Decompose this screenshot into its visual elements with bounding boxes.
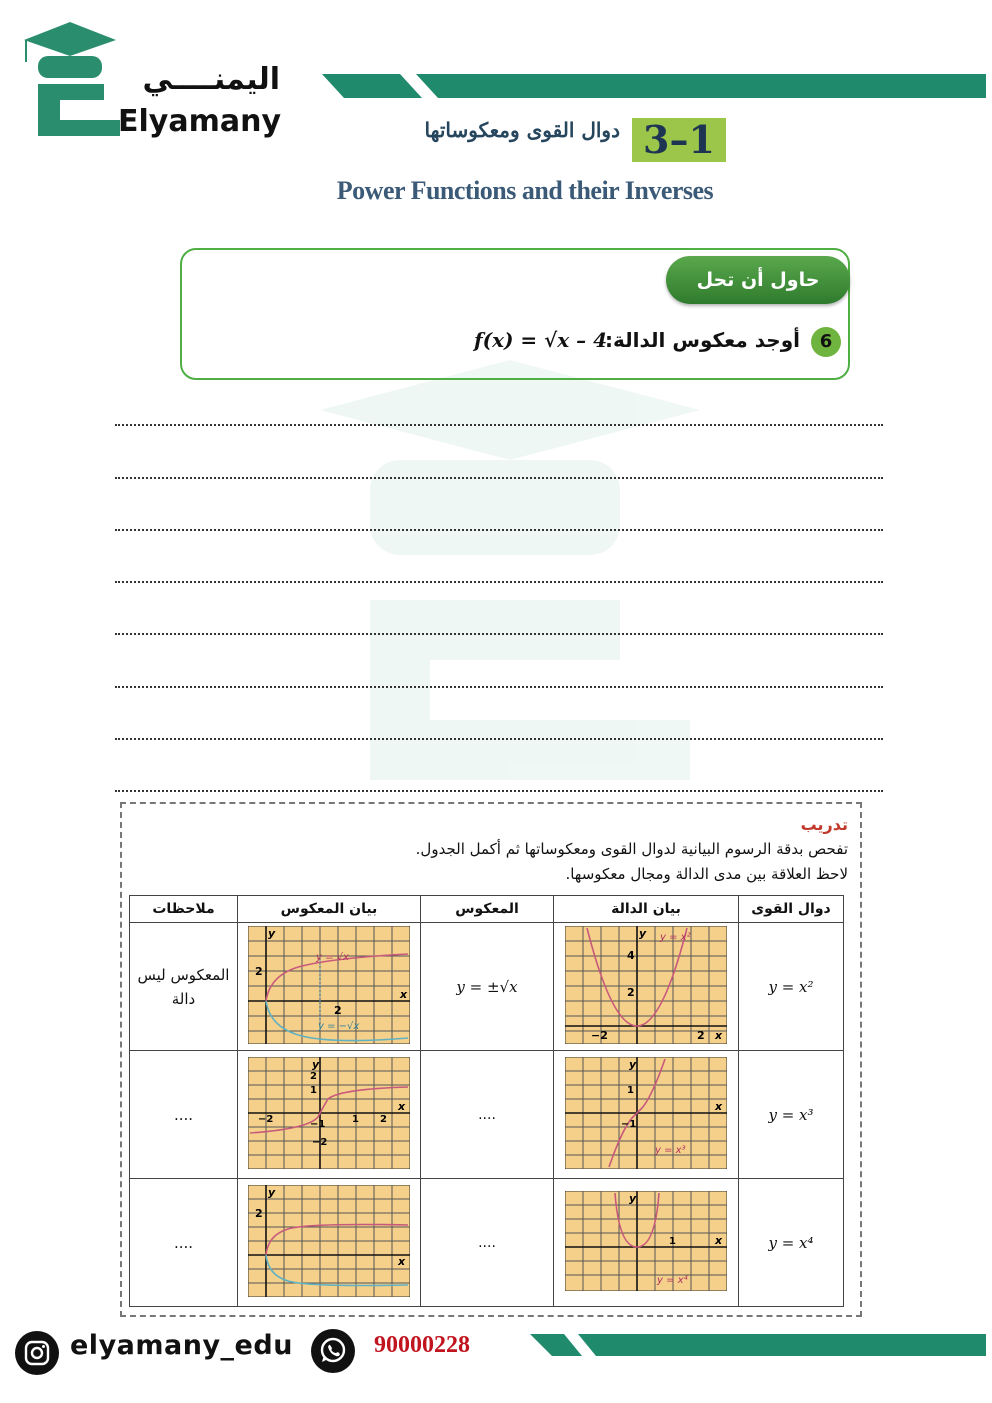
inverse-graph-fourthroot xyxy=(248,1185,410,1297)
svg-text:−1: −1 xyxy=(621,1118,637,1130)
answer-line[interactable] xyxy=(115,786,883,792)
row-notes[interactable]: .... xyxy=(130,1051,238,1179)
function-graph-cell xyxy=(554,1051,739,1179)
exercise-instruction: لاحظ العلاقة بين مدى الدالة ومجال معكوسها. xyxy=(565,865,848,883)
answer-line[interactable] xyxy=(115,525,883,531)
svg-text:2: 2 xyxy=(310,1070,317,1082)
svg-text:y: y xyxy=(268,926,276,940)
svg-text:y: y xyxy=(629,1191,637,1205)
inverse-graph-cuberoot xyxy=(248,1057,410,1169)
header-inverse-graph: بيان المعكوس xyxy=(238,896,421,923)
inverse-cell[interactable]: .... xyxy=(421,1179,554,1307)
exercise-title: تدريب xyxy=(800,815,848,834)
function-graph-fourth xyxy=(565,1191,727,1291)
svg-text:y: y xyxy=(629,1057,637,1071)
svg-text:x: x xyxy=(715,1099,723,1113)
svg-text:x: x xyxy=(398,1254,406,1268)
header-inverse: المعكوس xyxy=(421,896,554,923)
footer-banner-stripe xyxy=(530,1334,986,1358)
svg-text:−2: −2 xyxy=(258,1113,274,1125)
function-graph-square xyxy=(565,926,727,1044)
svg-text:y = √x: y = √x xyxy=(316,951,349,963)
brand-name-arabic: اليمنــــي xyxy=(142,62,280,97)
power-function-cell: y = x⁴ xyxy=(739,1179,844,1307)
svg-text:2: 2 xyxy=(334,1003,342,1017)
row-notes[interactable]: .... xyxy=(130,1179,238,1307)
svg-text:x: x xyxy=(400,987,408,1001)
inverse-cell[interactable]: y = ±√x xyxy=(421,923,554,1051)
svg-text:x: x xyxy=(715,1028,723,1042)
svg-text:−2: −2 xyxy=(591,1028,608,1042)
lesson-number-badge: 3–1 xyxy=(632,118,726,162)
inverse-graph-cell xyxy=(238,1179,421,1307)
svg-text:y: y xyxy=(312,1057,320,1071)
try-it-badge: حاول أن تحل xyxy=(666,256,850,304)
svg-text:y = x²: y = x² xyxy=(660,931,691,943)
svg-text:y: y xyxy=(268,1185,276,1199)
svg-text:2: 2 xyxy=(380,1113,387,1125)
svg-text:1: 1 xyxy=(352,1113,359,1125)
svg-text:1: 1 xyxy=(310,1084,317,1096)
lesson-title-arabic: دوال القوى ومعكوساتها xyxy=(424,118,620,142)
header-banner-stripe xyxy=(322,74,986,100)
table-row xyxy=(130,1051,844,1179)
answer-line[interactable] xyxy=(115,734,883,740)
svg-text:2: 2 xyxy=(697,1028,705,1042)
function-graph-cell xyxy=(554,1179,739,1307)
inverse-cell[interactable]: .... xyxy=(421,1051,554,1179)
phone-number[interactable]: 90000228 xyxy=(374,1332,470,1358)
svg-text:y: y xyxy=(639,926,647,940)
inverse-graph-cell xyxy=(238,1051,421,1179)
svg-text:−2: −2 xyxy=(312,1136,328,1148)
function-graph-cube xyxy=(565,1057,727,1169)
header-power-function: دوال القوى xyxy=(739,896,844,923)
question-text: أوجد معكوس الدالة: xyxy=(604,328,800,352)
table-row xyxy=(130,923,844,1051)
svg-text:y = x³: y = x³ xyxy=(655,1144,686,1156)
row-notes[interactable]: المعكوس ليس دالة xyxy=(130,923,238,1051)
question-number: 6 xyxy=(811,327,841,357)
lesson-title-english: Power Functions and their Inverses xyxy=(336,176,714,205)
whatsapp-icon[interactable] xyxy=(310,1328,356,1374)
header-notes: ملاحظات xyxy=(130,896,238,923)
inverse-graph-sqrt xyxy=(248,926,410,1044)
question-formula: f(x) = √x – 4 xyxy=(474,328,608,352)
table-header-row xyxy=(130,896,844,923)
exercise-instruction: تفحص بدقة الرسوم البيانية لدوال القوى ومعكوساتها ثم أكمل الجدول. xyxy=(415,840,848,858)
svg-text:x: x xyxy=(715,1233,723,1247)
svg-text:x: x xyxy=(398,1099,406,1113)
instagram-icon[interactable] xyxy=(14,1330,60,1376)
svg-text:2: 2 xyxy=(255,964,263,978)
instagram-handle[interactable]: elyamany_edu xyxy=(70,1330,293,1361)
svg-text:1: 1 xyxy=(669,1235,676,1247)
function-graph-cell xyxy=(554,923,739,1051)
answer-line[interactable] xyxy=(115,629,883,635)
power-function-cell: y = x³ xyxy=(739,1051,844,1179)
brand-name-english: Elyamany xyxy=(118,104,281,139)
svg-text:y = x⁴: y = x⁴ xyxy=(657,1274,688,1286)
power-function-cell: y = x² xyxy=(739,923,844,1051)
answer-line[interactable] xyxy=(115,577,883,583)
inverse-graph-cell xyxy=(238,923,421,1051)
power-functions-table xyxy=(129,895,844,1307)
svg-text:2: 2 xyxy=(255,1206,263,1220)
svg-text:1: 1 xyxy=(627,1084,634,1096)
table-row xyxy=(130,1179,844,1307)
answer-line[interactable] xyxy=(115,420,883,426)
answer-line[interactable] xyxy=(115,682,883,688)
svg-text:−1: −1 xyxy=(310,1118,326,1130)
header-function-graph: بيان الدالة xyxy=(554,896,739,923)
svg-text:4: 4 xyxy=(627,948,635,962)
answer-line[interactable] xyxy=(115,473,883,479)
svg-text:y = −√x: y = −√x xyxy=(318,1020,360,1032)
svg-text:2: 2 xyxy=(627,985,635,999)
